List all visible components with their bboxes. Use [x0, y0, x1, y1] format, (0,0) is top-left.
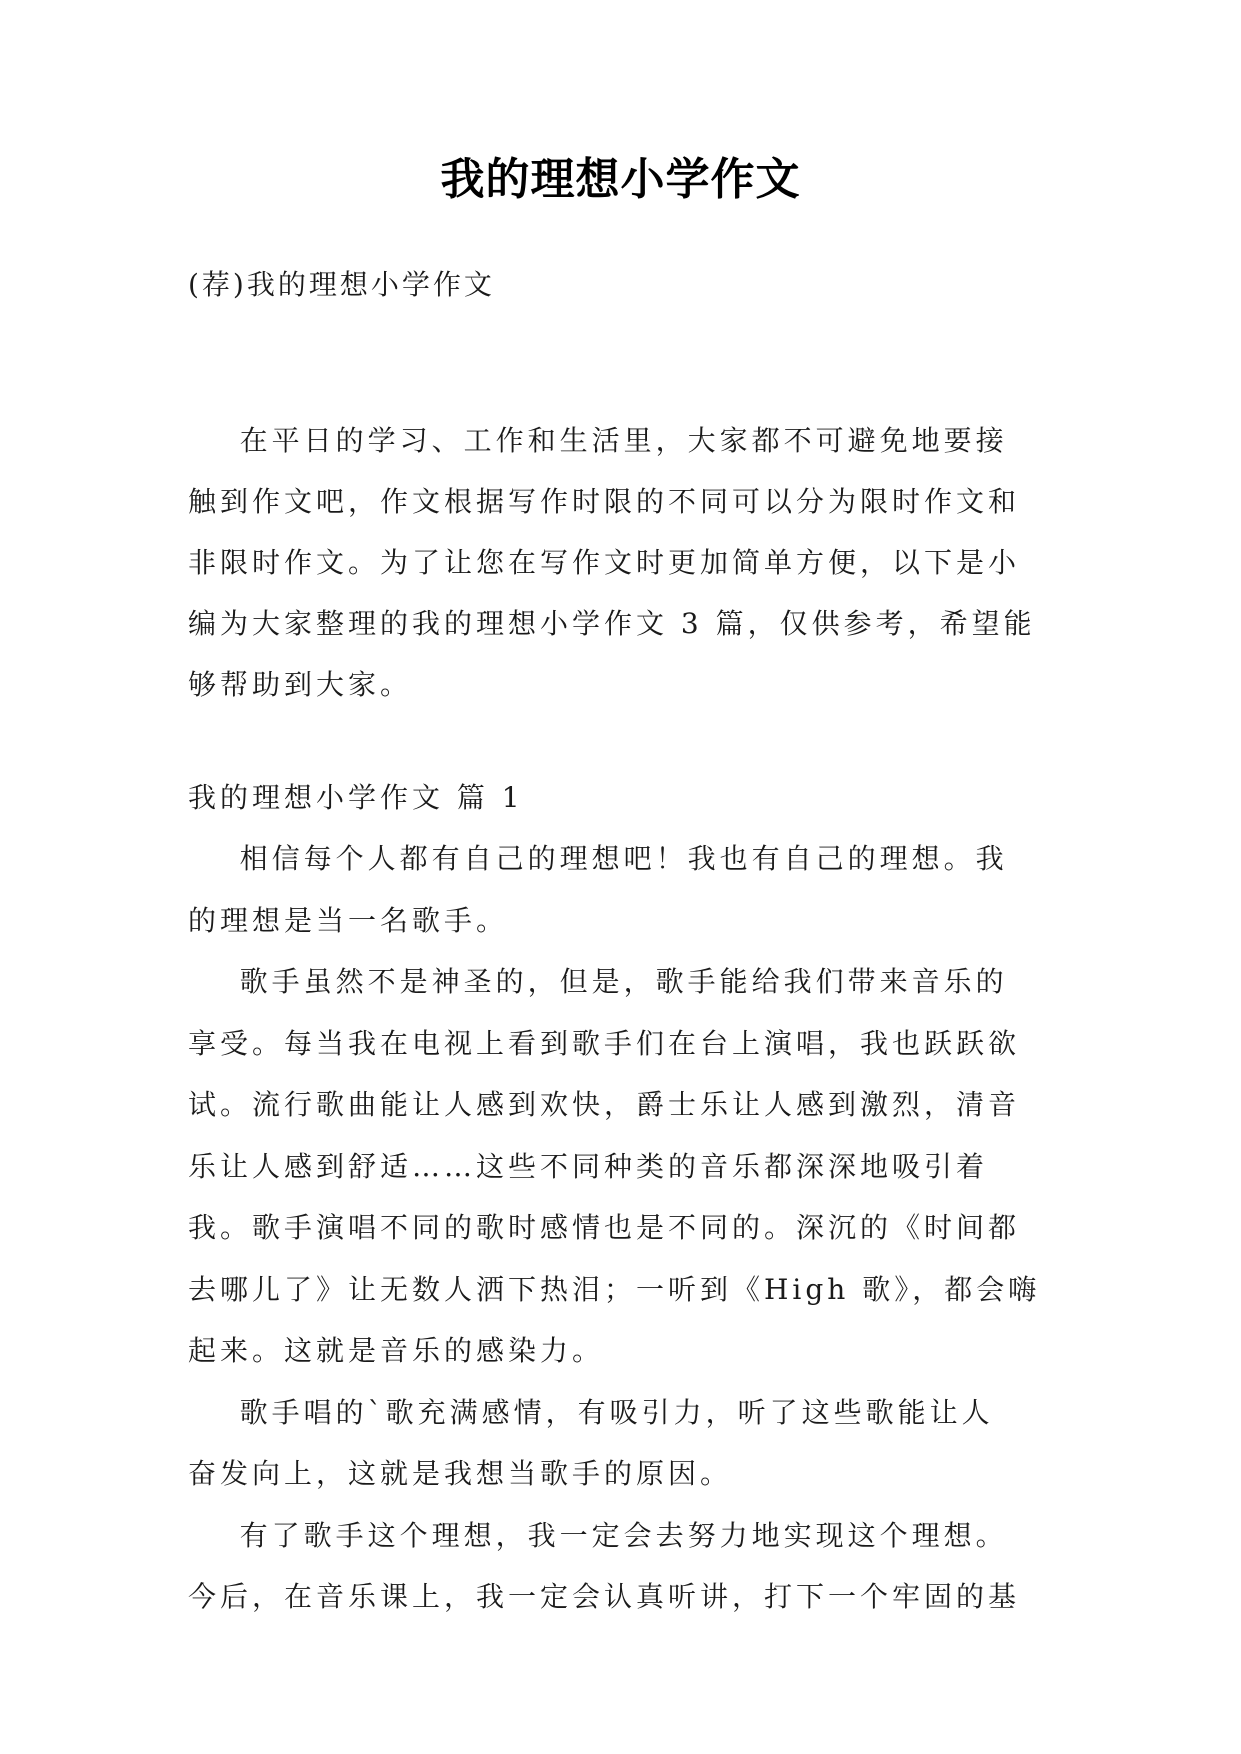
- essay-line: 去哪儿了》让无数人洒下热泪；一听到《High 歌》，都会嗨: [188, 1272, 1041, 1306]
- essay-line: 相信每个人都有自己的理想吧！我也有自己的理想。我: [188, 842, 1008, 875]
- essay-line: 有了歌手这个理想，我一定会去努力地实现这个理想。: [188, 1518, 1008, 1552]
- intro-line: 在平日的学习、工作和生活里，大家都不可避免地要接: [188, 424, 1008, 457]
- essay-section: [188, 768, 1088, 1628]
- essay-line: 奋发向上，这就是我想当歌手的原因。: [188, 1457, 733, 1490]
- essay-line: 歌手虽然不是神圣的，但是，歌手能给我们带来音乐的: [188, 965, 1008, 998]
- essay-line: 我。歌手演唱不同的歌时感情也是不同的。深沉的《时间都: [188, 1211, 1021, 1244]
- document-title: 我的理想小学作文: [440, 154, 801, 205]
- section-heading: 我的理想小学作文 篇 1: [188, 781, 524, 814]
- intro-line: 触到作文吧，作文根据写作时限的不同可以分为限时作文和: [188, 485, 1021, 518]
- essay-line: 起来。这就是音乐的感染力。: [188, 1334, 605, 1367]
- essay-line: 今后，在音乐课上，我一定会认真听讲，打下一个牢固的基: [188, 1580, 1021, 1613]
- essay-line: 享受。每当我在电视上看到歌手们在台上演唱，我也跃跃欲: [188, 1026, 1021, 1060]
- essay-line: 的理想是当一名歌手。: [188, 903, 509, 937]
- essay-line: 试。流行歌曲能让人感到欢快，爵士乐让人感到激烈，清音: [188, 1088, 1021, 1121]
- intro-line: 够帮助到大家。: [188, 668, 413, 701]
- intro-paragraph: [188, 410, 1088, 715]
- intro-line: 编为大家整理的我的理想小学作文 3 篇，仅供参考，希望能: [188, 607, 1036, 640]
- essay-line: 歌手唱的`歌充满感情，有吸引力，听了这些歌能让人: [188, 1395, 994, 1429]
- essay-line: 乐让人感到舒适……这些不同种类的音乐都深深地吸引着: [188, 1149, 989, 1183]
- intro-line: 非限时作文。为了让您在写作文时更加简单方便，以下是小: [188, 546, 1021, 579]
- document-subtitle: (荐)我的理想小学作文: [188, 268, 495, 301]
